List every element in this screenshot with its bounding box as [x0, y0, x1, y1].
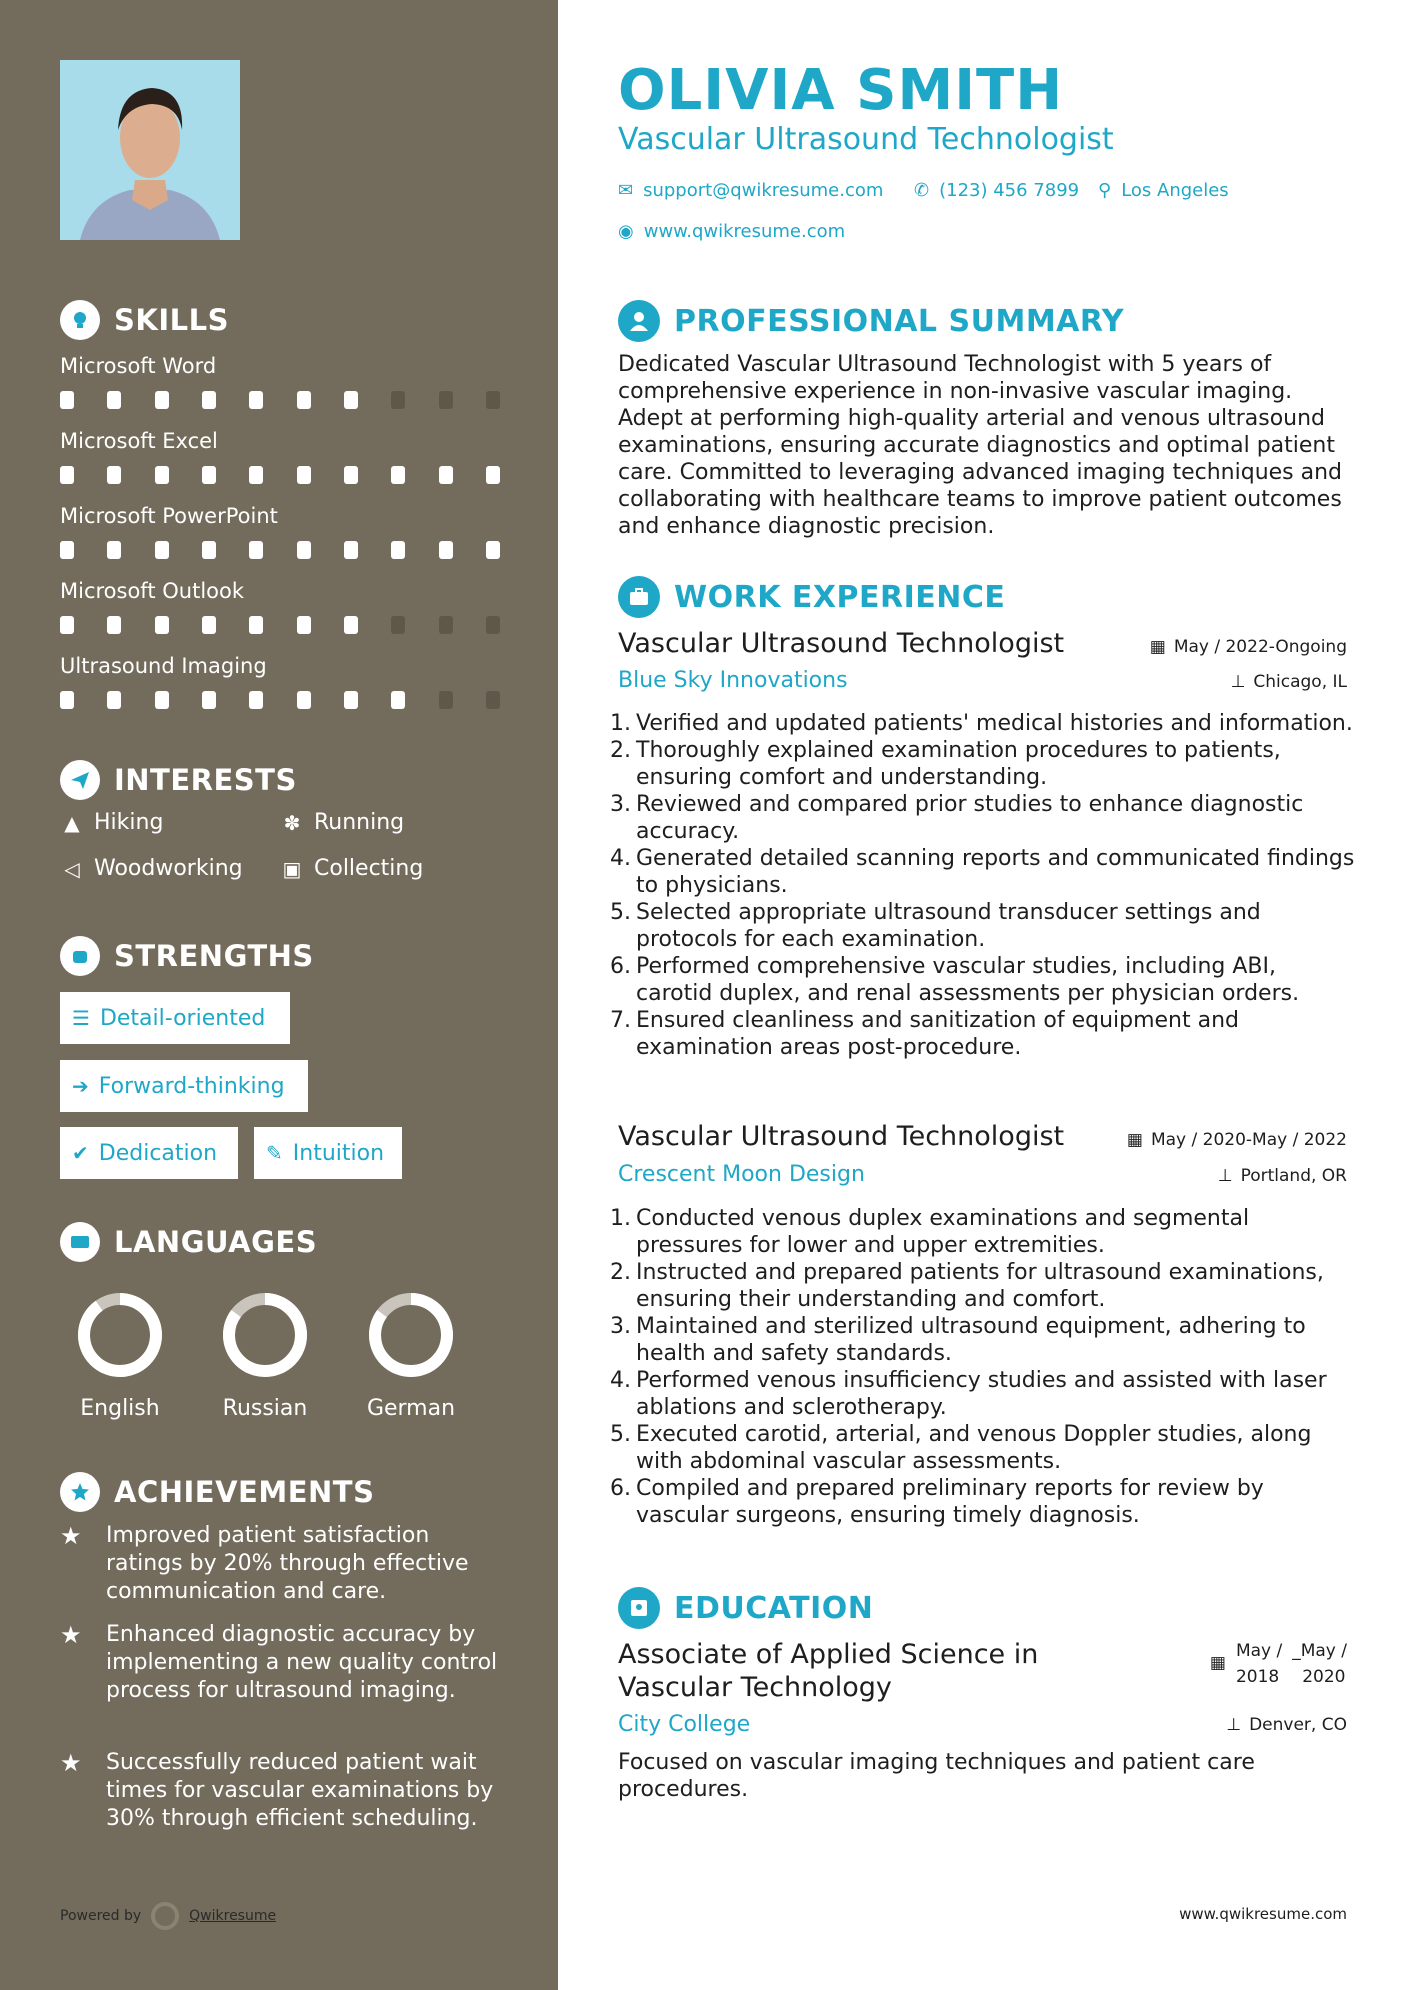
achievements-title: ACHIEVEMENTS	[114, 1475, 375, 1509]
rating-dot	[60, 466, 74, 484]
strengths-title: STRENGTHS	[114, 939, 314, 973]
job-location: ⊥ Chicago, IL	[1230, 672, 1347, 692]
skill-name: Microsoft Excel	[60, 429, 218, 453]
map-marker-icon: ⚲	[1098, 180, 1112, 201]
achievement-item: ★ Successfully reduced patient wait times for vascular examinations by 30% through efficient scheduling.	[60, 1749, 494, 1831]
skills-header	[60, 300, 229, 340]
strength-forward-thinking: ➔ Forward-thinking	[60, 1060, 308, 1112]
rating-dot	[202, 616, 216, 634]
interest-collecting: ▣ Collecting	[280, 856, 423, 881]
candidate-name: OLIVIA SMITH	[618, 58, 1064, 123]
rating-dot	[249, 541, 263, 559]
tree-icon: ▲	[64, 810, 80, 835]
envelope-icon: ✉	[618, 180, 634, 201]
lightbulb-icon	[60, 300, 100, 340]
bullet-number: 4.	[610, 846, 631, 871]
rating-dot	[249, 691, 263, 709]
calendar-icon: ▦	[1209, 1653, 1226, 1673]
rating-dot	[60, 691, 74, 709]
skill-name: Microsoft PowerPoint	[60, 504, 278, 528]
phone-icon: ✆	[914, 180, 930, 201]
rating-dot	[155, 466, 169, 484]
job-bullet: 2. Instructed and prepared patients for ultrasound examinations, ensuring their understanding and comfort.	[610, 1260, 1324, 1312]
calendar-icon: ▦	[1149, 637, 1166, 657]
job-bullet: 3. Reviewed and compared prior studies to enhance diagnostic accuracy.	[610, 792, 1304, 844]
rating-dot	[249, 391, 263, 409]
job-date: ▦ May / 2020-May / 2022	[1126, 1130, 1347, 1150]
languages-header	[60, 1222, 317, 1262]
rating-dot	[297, 466, 311, 484]
globe-icon: ◉	[618, 221, 634, 242]
shooting-star-icon: ★	[60, 1522, 82, 1550]
bullet-number: 1.	[610, 711, 631, 736]
interest-hiking: ▲ Hiking	[60, 810, 163, 835]
job-bullet: 5. Selected appropriate ultrasound transducer settings and protocols for each examination.	[610, 900, 1261, 952]
job-location: ⊥ Portland, OR	[1217, 1166, 1347, 1186]
pin-icon: ⊥	[1217, 1166, 1233, 1186]
archive-icon: ▣	[282, 856, 302, 881]
sidebar	[0, 0, 558, 1990]
rating-dot	[107, 541, 121, 559]
summary-title: PROFESSIONAL SUMMARY	[674, 303, 1125, 339]
rating-dot	[391, 616, 405, 634]
briefcase-icon	[618, 576, 660, 618]
rating-dot	[202, 691, 216, 709]
powered-by: Powered by Qwikresume	[60, 1902, 276, 1930]
achievements-header	[60, 1472, 374, 1512]
rating-dot	[391, 691, 405, 709]
skill-name: Microsoft Word	[60, 354, 217, 378]
language-name: German	[366, 1396, 456, 1421]
job-company: Crescent Moon Design	[618, 1162, 865, 1187]
education-title: EDUCATION	[674, 1590, 874, 1626]
summary-header	[618, 300, 1124, 342]
skill-rating	[60, 691, 500, 709]
contact-location: ⚲ Los Angeles	[1098, 180, 1229, 201]
rating-dot	[297, 616, 311, 634]
language-donut	[368, 1292, 454, 1378]
rating-dot	[486, 466, 500, 484]
rating-dot	[202, 466, 216, 484]
contact-email	[618, 180, 883, 201]
pin-icon: ⊥	[1226, 1715, 1242, 1735]
job-date: ▦ May / 2022-Ongoing	[1149, 637, 1347, 657]
strength-dedication: ✔ Dedication	[60, 1127, 238, 1179]
rating-dot	[107, 691, 121, 709]
rating-dot	[60, 541, 74, 559]
rating-dot	[486, 541, 500, 559]
skill-row	[60, 501, 500, 559]
graduation-icon	[618, 1587, 660, 1629]
rating-dot	[297, 541, 311, 559]
language-icon	[60, 1222, 100, 1262]
rating-dot	[155, 616, 169, 634]
skill-name: Ultrasound Imaging	[60, 654, 267, 678]
check-circle-icon: ✔	[72, 1141, 89, 1165]
fist-icon	[60, 936, 100, 976]
rating-dot	[297, 691, 311, 709]
achievement-item: ★ Improved patient satisfaction ratings by 20% through effective communication and care.	[60, 1522, 469, 1604]
language-donut	[222, 1292, 308, 1378]
bullhorn-icon: ◁	[64, 856, 80, 881]
rating-dot	[202, 391, 216, 409]
rating-dot	[107, 391, 121, 409]
shooting-star-icon: ★	[60, 1621, 82, 1649]
rating-dot	[439, 391, 453, 409]
job-bullet: 5. Executed carotid, arterial, and venous Doppler studies, along with abdominal vascular assessments.	[610, 1422, 1312, 1474]
rating-dot	[486, 616, 500, 634]
list-icon: ☰	[72, 1006, 90, 1030]
interest-running: ✽ Running	[280, 810, 404, 835]
job-bullet: 2. Thoroughly explained examination procedures to patients, ensuring comfort and understanding.	[610, 738, 1281, 790]
skill-name: Microsoft Outlook	[60, 579, 245, 603]
rating-dot	[249, 466, 263, 484]
paper-plane-icon	[60, 760, 100, 800]
star-badge-icon	[60, 1472, 100, 1512]
job-bullet: 3. Maintained and sterilized ultrasound equipment, adhering to health and safety standards.	[610, 1314, 1306, 1366]
language-item	[341, 1292, 481, 1421]
rating-dot	[344, 541, 358, 559]
rating-dot	[439, 691, 453, 709]
experience-title: WORK EXPERIENCE	[674, 579, 1006, 615]
rating-dot	[439, 541, 453, 559]
skill-rating	[60, 391, 500, 409]
footer-url[interactable]: www.qwikresume.com	[1179, 1905, 1347, 1923]
rating-dot	[486, 691, 500, 709]
rating-dot	[439, 466, 453, 484]
strength-detail-oriented: ☰ Detail-oriented	[60, 992, 290, 1044]
language-item	[50, 1292, 190, 1421]
strength-intuition: ✎ Intuition	[254, 1127, 402, 1179]
interests-title: INTERESTS	[114, 763, 297, 797]
qwikresume-logo-icon	[151, 1902, 179, 1930]
bullet-number: 4.	[610, 1368, 631, 1393]
skill-row	[60, 351, 500, 409]
rating-dot	[107, 466, 121, 484]
bullet-number: 6.	[610, 1476, 631, 1501]
rating-dot	[391, 391, 405, 409]
rating-dot	[249, 616, 263, 634]
job-bullet: 7. Ensured cleanliness and sanitization of equipment and examination areas post-procedure.	[610, 1008, 1240, 1060]
job-bullet: 4. Generated detailed scanning reports and communicated findings to physicians.	[610, 846, 1355, 898]
rating-dot	[344, 691, 358, 709]
education-header	[618, 1587, 873, 1629]
skill-rating	[60, 466, 500, 484]
rating-dot	[202, 541, 216, 559]
bullet-number: 5.	[610, 900, 631, 925]
skills-title: SKILLS	[114, 303, 229, 337]
contact-website	[618, 221, 845, 242]
rating-dot	[155, 391, 169, 409]
skill-rating	[60, 541, 500, 559]
job-title: Vascular Ultrasound Technologist	[618, 1121, 1065, 1152]
rating-dot	[297, 391, 311, 409]
paw-icon: ✽	[283, 810, 301, 835]
pin-icon: ⊥	[1230, 672, 1246, 692]
job-bullet: 4. Performed venous insufficiency studies and assisted with laser ablations and sclerotherapy.	[610, 1368, 1327, 1420]
bullet-number: 1.	[610, 1206, 631, 1231]
candidate-role: Vascular Ultrasound Technologist	[618, 122, 1114, 157]
calendar-icon: ▦	[1126, 1130, 1143, 1150]
rating-dot	[344, 466, 358, 484]
main-content	[558, 0, 1407, 1990]
rating-dot	[391, 541, 405, 559]
rating-dot	[344, 616, 358, 634]
skill-row	[60, 576, 500, 634]
job-1-bullets	[610, 710, 1358, 1061]
experience-header	[618, 576, 1005, 618]
skill-row	[60, 651, 500, 709]
rating-dot	[155, 541, 169, 559]
achievement-item: ★ Enhanced diagnostic accuracy by implementing a new quality control process for ultrasound imaging.	[60, 1621, 498, 1703]
arrow-right-icon: ➔	[72, 1074, 89, 1098]
rating-dot	[107, 616, 121, 634]
rating-dot	[439, 616, 453, 634]
rating-dot	[391, 466, 405, 484]
skill-row	[60, 426, 500, 484]
job-bullet: 6. Compiled and prepared preliminary reports for review by vascular surgeons, ensuring timely diagnosis.	[610, 1476, 1264, 1528]
bullet-number: 2.	[610, 1260, 631, 1285]
skill-rating	[60, 616, 500, 634]
job-bullet: 6. Performed comprehensive vascular studies, including ABI, carotid duplex, and renal assessments per physician orders.	[610, 954, 1300, 1006]
language-name: Russian	[222, 1396, 308, 1421]
shooting-star-icon: ★	[60, 1749, 82, 1777]
job-2-bullets	[610, 1205, 1358, 1529]
contact-phone: ✆ (123) 456 7899	[914, 180, 1080, 201]
interest-woodworking: ◁ Woodworking	[60, 856, 243, 881]
rating-dot	[155, 691, 169, 709]
job-bullet: 1. Conducted venous duplex examinations and segmental pressures for lower and upper extremities.	[610, 1206, 1250, 1258]
bullet-number: 2.	[610, 738, 631, 763]
bullet-number: 5.	[610, 1422, 631, 1447]
job-title: Vascular Ultrasound Technologist	[618, 628, 1065, 659]
degree-title: Associate of Applied Science in Vascular Technology	[618, 1639, 1039, 1703]
language-donut	[77, 1292, 163, 1378]
bullet-number: 3.	[610, 792, 631, 817]
magic-wand-icon: ✎	[266, 1141, 283, 1165]
language-name: English	[80, 1396, 160, 1421]
profile-photo	[60, 60, 240, 240]
interests-header	[60, 760, 297, 800]
qwikresume-link[interactable]: Qwikresume	[189, 1908, 277, 1924]
website-link[interactable]: www.qwikresume.com	[643, 221, 846, 242]
languages-title: LANGUAGES	[114, 1225, 318, 1259]
email-link[interactable]: support@qwikresume.com	[643, 180, 884, 201]
user-icon	[618, 300, 660, 342]
education-location: ⊥ Denver, CO	[1226, 1715, 1347, 1735]
rating-dot	[344, 391, 358, 409]
education-date: ▦ May / 2018 _May / 2020	[1209, 1641, 1347, 1687]
bullet-number: 7.	[610, 1008, 631, 1033]
summary-text: Dedicated Vascular Ultrasound Technologist with 5 years of comprehensive experience in non-invasive vascular imaging. Adept at performing high-quality arterial and venous ultrasound examinations, ensuring accurate diagnostics and optimal patient care. Committed to leveraging advanced imaging techniques and collaborating with healthcare teams to improve patient outcomes and enhance diagnostic precision.	[618, 352, 1343, 539]
language-item	[195, 1292, 335, 1421]
strengths-header	[60, 936, 314, 976]
job-company: Blue Sky Innovations	[618, 668, 848, 693]
school-name: City College	[618, 1712, 751, 1737]
education-text: Focused on vascular imaging techniques and patient care procedures.	[618, 1750, 1255, 1802]
job-bullet: 1. Verified and updated patients' medical histories and information.	[610, 711, 1353, 736]
bullet-number: 3.	[610, 1314, 631, 1339]
rating-dot	[60, 391, 74, 409]
rating-dot	[486, 391, 500, 409]
rating-dot	[60, 616, 74, 634]
bullet-number: 6.	[610, 954, 631, 979]
